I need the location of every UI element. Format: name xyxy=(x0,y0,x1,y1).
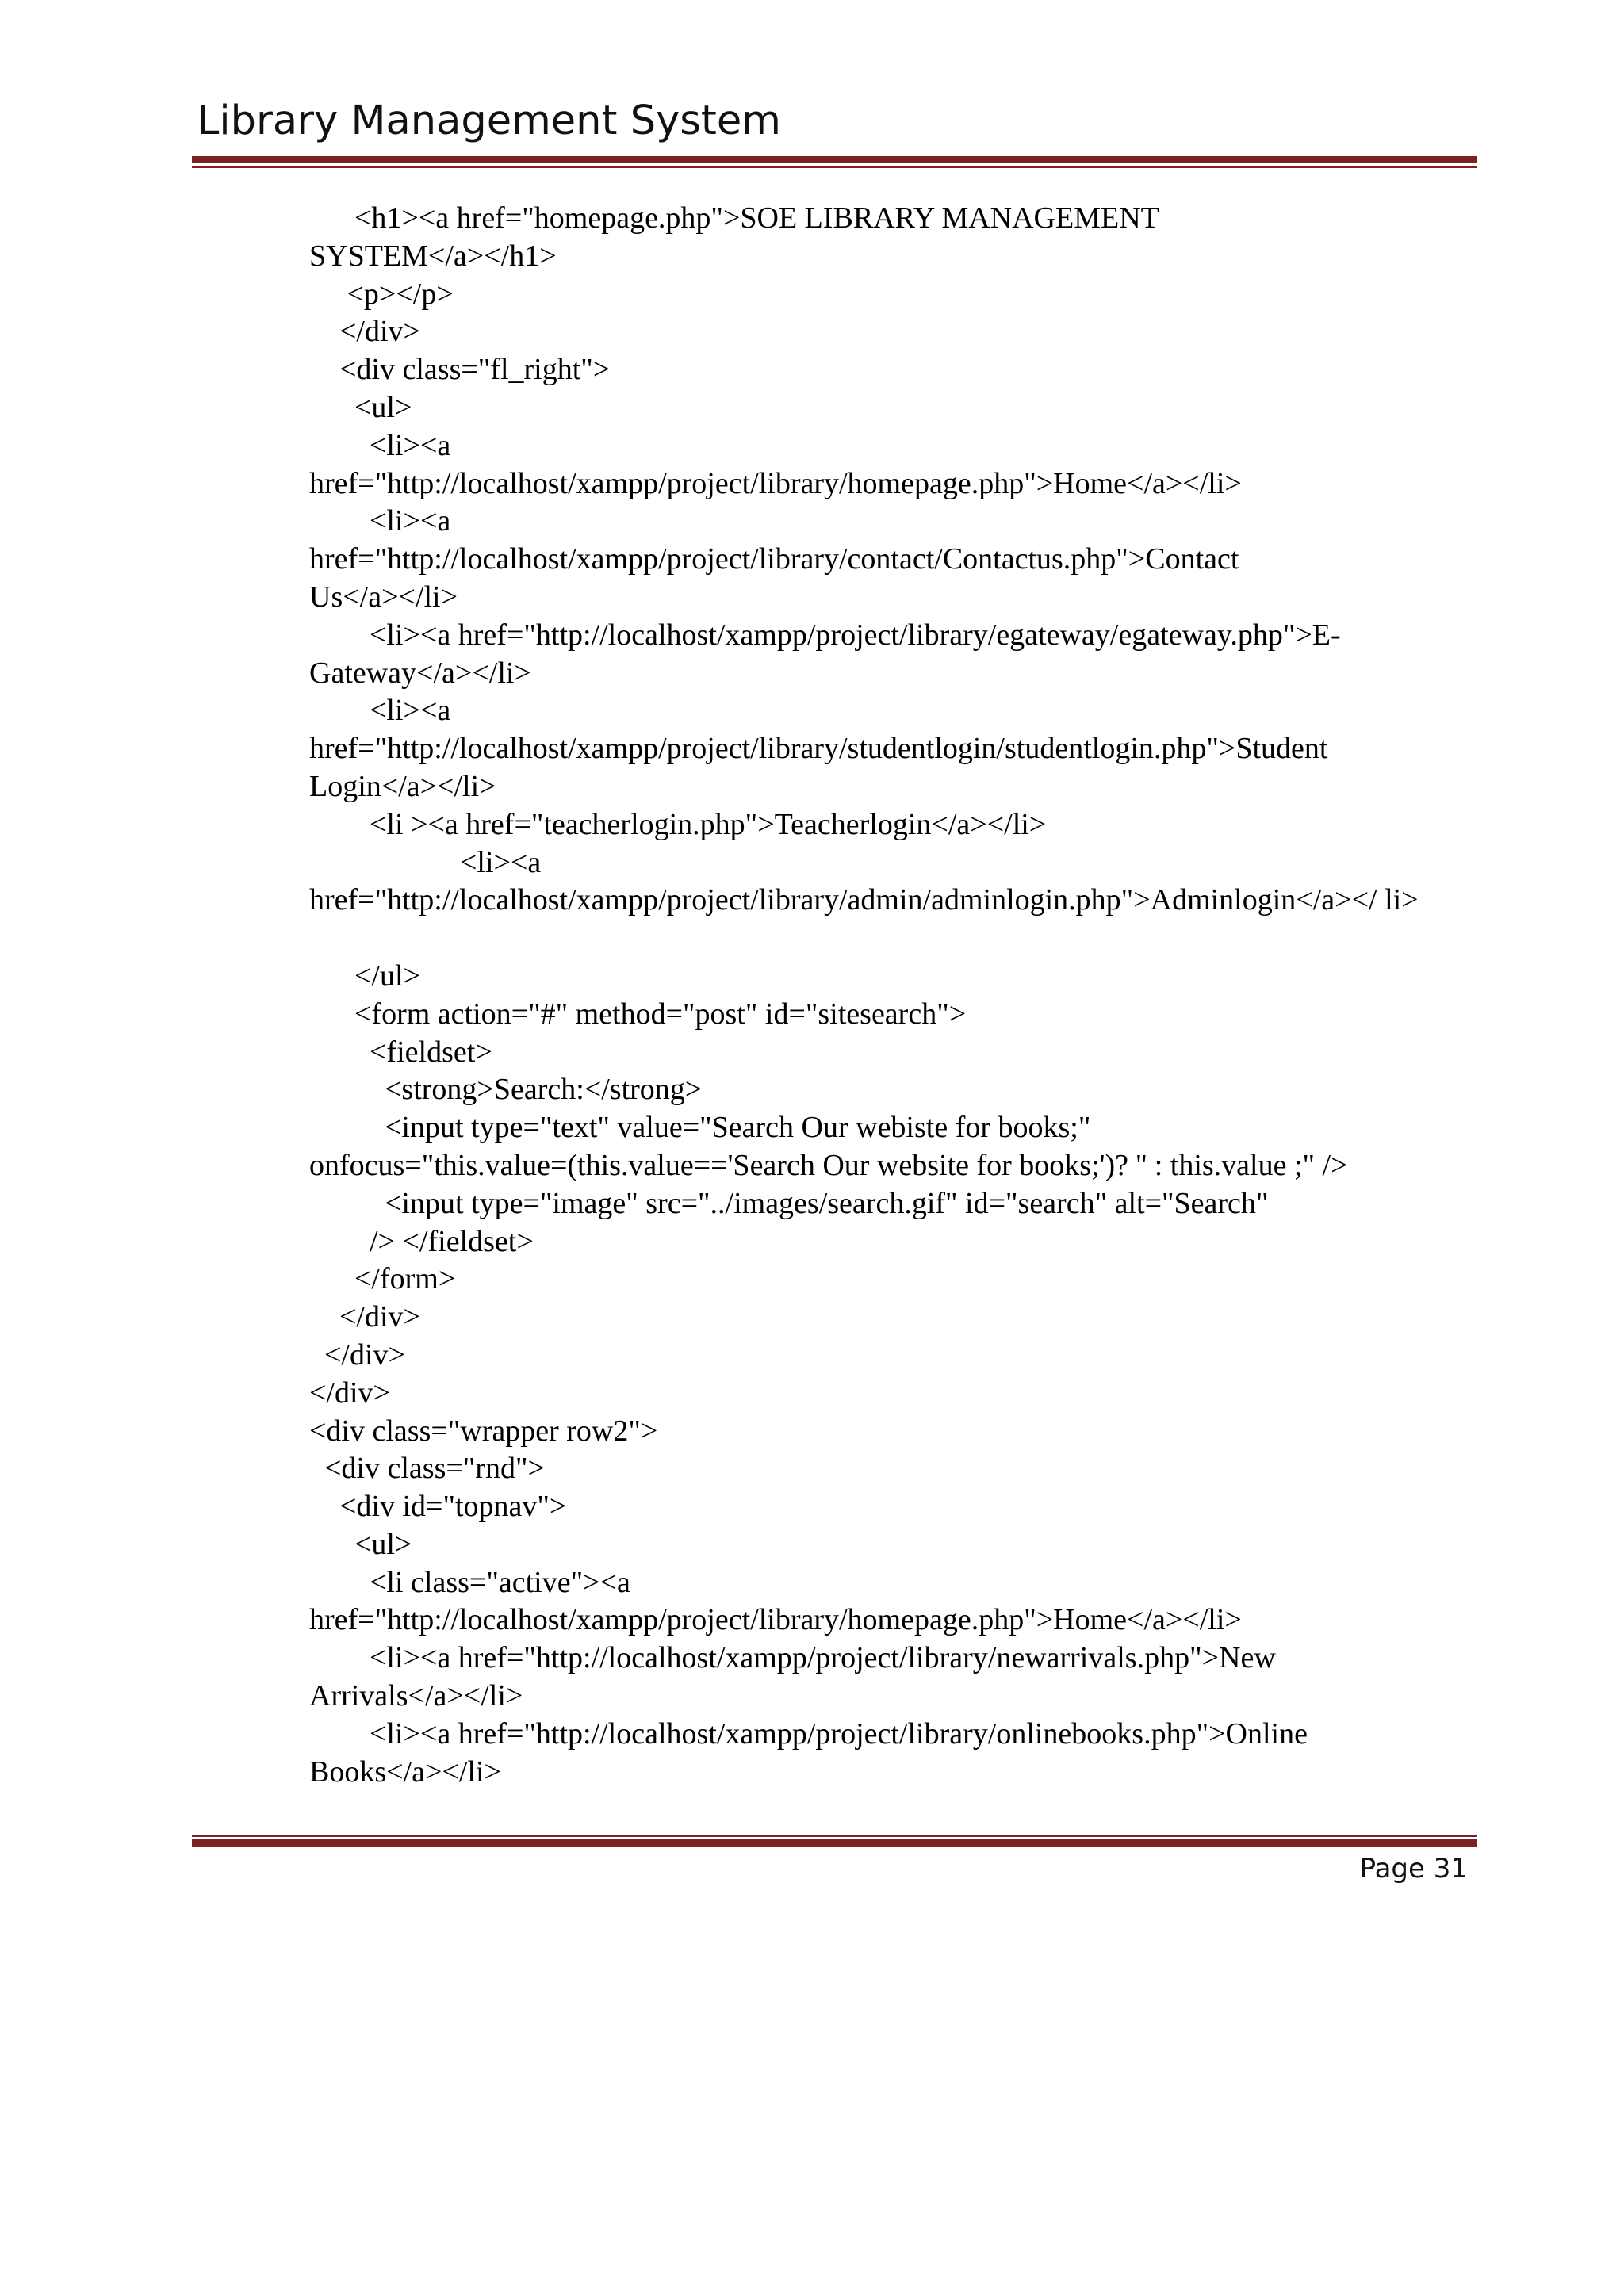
page-title: Library Management System xyxy=(197,98,781,144)
code-line: </div> xyxy=(309,1376,390,1410)
code-line: <input type="image" src="../images/search.gif" id="search" alt="Search" xyxy=(309,1186,1269,1220)
code-line: href="http://localhost/xampp/project/library/studentlogin/studentlogin.php">Student xyxy=(309,732,1328,766)
code-line: </div> xyxy=(309,1300,420,1334)
code-line: <fieldset> xyxy=(309,1035,492,1069)
code-line: <p></p> xyxy=(309,277,454,311)
code-line: <li class="active"><a xyxy=(309,1565,630,1599)
code-line: </div> xyxy=(309,315,420,349)
code-line: <div class="wrapper row2"> xyxy=(309,1414,658,1448)
code-line: </ul> xyxy=(309,959,420,993)
code-line: Books</a></li> xyxy=(309,1755,501,1789)
code-line: Gateway</a></li> xyxy=(309,656,531,690)
code-line: /> </fieldset> xyxy=(309,1224,534,1258)
code-line: <li><a href="http://localhost/xampp/project/library/egateway/egateway.php">E- xyxy=(309,618,1341,652)
code-line: <div id="topnav"> xyxy=(309,1490,567,1524)
code-line: SYSTEM</a></h1> xyxy=(309,239,557,273)
code-line xyxy=(309,920,1483,958)
code-line: <h1><a href="homepage.php">SOE LIBRARY MANAGEMENT xyxy=(309,201,1159,235)
code-line: </div> xyxy=(309,1337,405,1372)
code-line: <div class="fl_right"> xyxy=(309,353,611,387)
code-line: </form> xyxy=(309,1262,456,1296)
code-line: Arrivals</a></li> xyxy=(309,1679,523,1713)
header-rule-thick xyxy=(192,156,1477,163)
code-line: href="http://localhost/xampp/project/library/homepage.php">Home</a></li> xyxy=(309,1603,1242,1637)
footer-rule-thick xyxy=(192,1839,1477,1847)
code-line: <li><a xyxy=(309,428,451,462)
code-line: <li><a href="http://localhost/xampp/project/library/newarrivals.php">New xyxy=(309,1641,1276,1675)
code-line: href="http://localhost/xampp/project/library/admin/adminlogin.php">Adminlogin</a></ li> xyxy=(309,883,1419,917)
code-listing xyxy=(309,200,1483,1791)
code-line: onfocus="this.value=(this.value=='Search Our website for books;')? '' : this.value ;" /> xyxy=(309,1148,1348,1182)
code-line: <li><a href="http://localhost/xampp/project/library/onlinebooks.php">Online xyxy=(309,1716,1308,1751)
code-line: <li><a xyxy=(309,845,542,879)
footer-rule xyxy=(192,1835,1477,1847)
code-line: href="http://localhost/xampp/project/library/contact/Contactus.php">Contact xyxy=(309,542,1239,576)
code-line: <li ><a href="teacherlogin.php">Teacherlogin</a></li> xyxy=(309,807,1047,841)
code-line: <ul> xyxy=(309,1527,412,1561)
code-line: <div class="rnd"> xyxy=(309,1452,545,1486)
header-rule xyxy=(192,156,1477,168)
code-line: <input type="text" value="Search Our webiste for books;" xyxy=(309,1111,1091,1145)
code-line: Login</a></li> xyxy=(309,769,496,803)
code-line: <form action="#" method="post" id="sitesearch"> xyxy=(309,997,967,1031)
code-line: Us</a></li> xyxy=(309,580,458,614)
code-line: <li><a xyxy=(309,694,451,728)
code-line: href="http://localhost/xampp/project/library/homepage.php">Home</a></li> xyxy=(309,466,1242,500)
page-number: Page 31 xyxy=(1359,1853,1468,1885)
code-line: <li><a xyxy=(309,504,451,538)
code-line: <ul> xyxy=(309,390,412,424)
code-line: <strong>Search:</strong> xyxy=(309,1073,703,1107)
header-rule-thin xyxy=(192,166,1477,168)
